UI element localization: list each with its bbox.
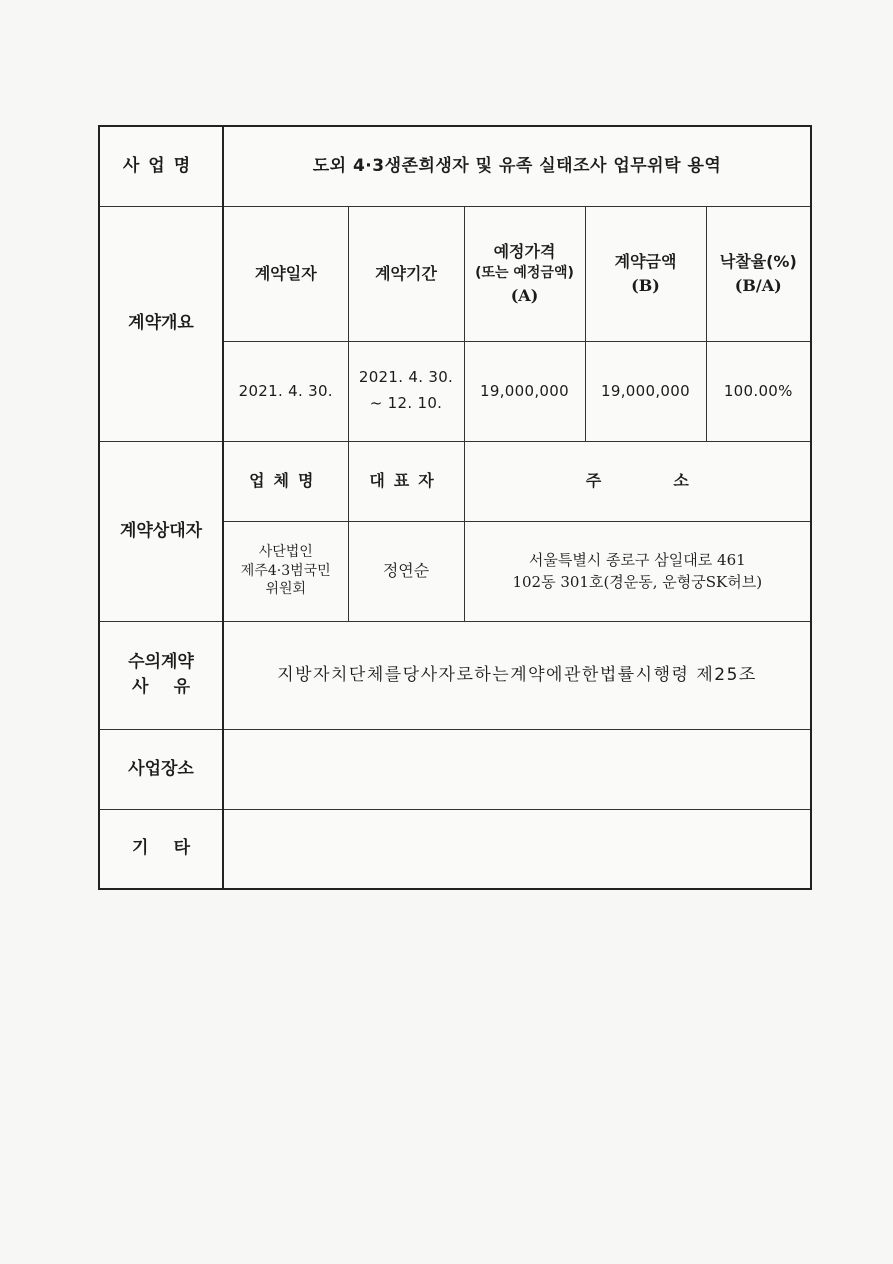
counterparty-label: 계약상대자 <box>119 520 203 541</box>
address-cell <box>464 521 811 621</box>
address-header-a: 주 <box>585 471 602 491</box>
counterparty-label-cell <box>99 441 223 621</box>
private-contract-label-line1: 수의계약 <box>128 652 194 673</box>
address-header-b: 소 <box>673 471 689 491</box>
address-value-line1: 서울특별시 종로구 삼일대로 461 <box>528 550 746 569</box>
bid-rate-header-line1: 낙찰율(%) <box>719 252 797 272</box>
contract-date-header-cell <box>223 206 348 341</box>
estimated-price-cell <box>464 341 585 441</box>
private-contract-label-b: 유 <box>173 677 190 697</box>
company-header: 업체명 <box>249 471 323 491</box>
representative-header-cell <box>348 441 464 521</box>
contract-period-header: 계약기간 <box>375 263 437 283</box>
location-label-cell <box>99 729 223 809</box>
location-value-cell <box>223 729 811 809</box>
contract-info-table <box>98 125 812 890</box>
contract-date-cell <box>223 341 348 441</box>
private-contract-reason-cell <box>223 621 811 729</box>
project-label: 사업명 <box>122 155 200 176</box>
contract-amount-header-cell <box>585 206 706 341</box>
address-value-line2: 102동 301호(경운동, 운형궁SK허브) <box>512 573 763 591</box>
contract-amount-header-line1: 계약금액 <box>614 252 677 272</box>
bid-rate-value: 100.00% <box>723 382 793 401</box>
private-contract-reason: 지방자치단체를당사자로하는계약에관한법률시행령 제25조 <box>277 664 757 685</box>
contract-period-cell <box>348 341 464 441</box>
counterparty-header-row <box>99 441 811 521</box>
contract-amount-value: 19,000,000 <box>601 382 690 401</box>
contract-date-value: 2021. 4. 30. <box>238 382 333 401</box>
private-contract-label-cell <box>99 621 223 729</box>
estimated-price-header-cell <box>464 206 585 341</box>
contract-date-header: 계약일자 <box>254 263 317 283</box>
estimated-price-value: 19,000,000 <box>480 382 569 401</box>
other-label-cell <box>99 809 223 889</box>
project-label-cell <box>99 126 223 206</box>
other-label-b: 타 <box>173 838 190 859</box>
contract-amount-header-line2: (B) <box>631 275 660 295</box>
project-title-cell <box>223 126 811 206</box>
other-label-a: 기 <box>132 838 149 859</box>
contract-amount-cell <box>585 341 706 441</box>
representative-header: 대표자 <box>369 471 443 491</box>
private-contract-label-line2 <box>100 675 222 700</box>
location-row <box>99 729 811 809</box>
bid-rate-header-cell <box>706 206 811 341</box>
contract-period-header-cell <box>348 206 464 341</box>
private-contract-row <box>99 621 811 729</box>
representative-value: 정연순 <box>382 561 430 581</box>
contract-overview-label-cell <box>99 206 223 441</box>
address-header-cell <box>464 441 811 521</box>
bid-rate-header-line2: (B/A) <box>734 275 782 295</box>
other-row <box>99 809 811 889</box>
contract-period-value-line2: ~ 12. 10. <box>369 394 443 412</box>
estimated-price-header-line2: (또는 예정금액) <box>475 265 574 282</box>
bid-rate-cell <box>706 341 811 441</box>
company-header-cell <box>223 441 348 521</box>
representative-cell <box>348 521 464 621</box>
company-cell <box>223 521 348 621</box>
estimated-price-header-line3: (A) <box>510 285 539 305</box>
company-value-line3: 위원회 <box>265 581 307 598</box>
project-row <box>99 126 811 206</box>
project-title: 도외 4·3생존희생자 및 유족 실태조사 업무위탁 용역 <box>312 155 722 176</box>
private-contract-label-a: 사 <box>132 677 149 697</box>
company-value-line2: 제주4·3범국민 <box>240 562 331 579</box>
other-value-cell <box>223 809 811 889</box>
estimated-price-header-line1: 예정가격 <box>493 242 556 262</box>
other-label <box>100 836 222 861</box>
contract-period-value-line1: 2021. 4. 30. <box>358 368 454 387</box>
location-label: 사업장소 <box>128 758 194 779</box>
contract-overview-label: 계약개요 <box>128 313 194 334</box>
company-value-line1: 사단법인 <box>258 543 313 560</box>
contract-overview-header-row <box>99 206 811 341</box>
